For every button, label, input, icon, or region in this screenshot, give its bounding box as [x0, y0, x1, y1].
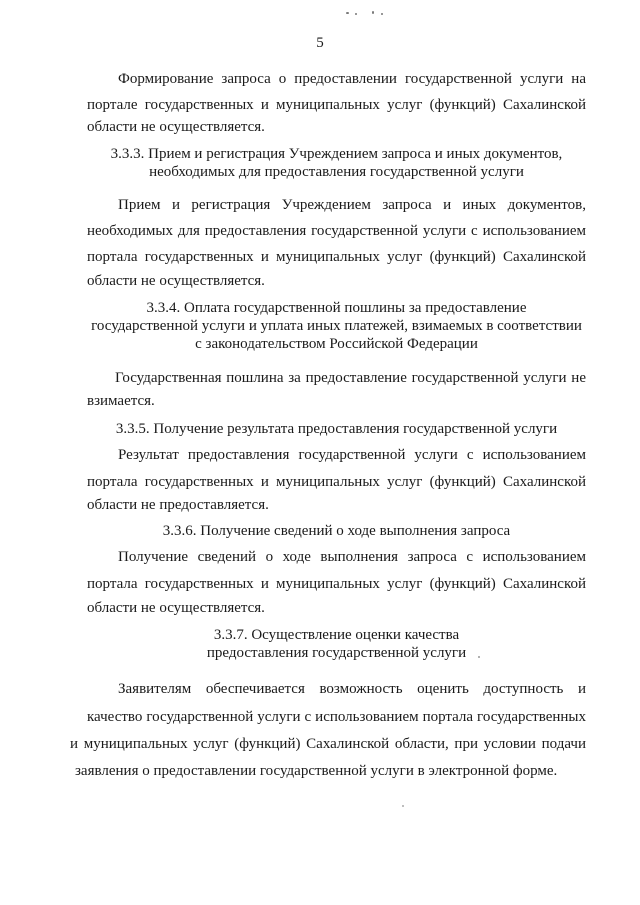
- paragraph-line: заявления о предоставлении государственной услуги в электронной форме.: [75, 763, 558, 779]
- paragraph-line: портала государственных и муниципальных услуг (функций) Сахалинской: [87, 576, 586, 592]
- paragraph-line: портале государственных и муниципальных услуг (функций) Сахалинской: [87, 97, 586, 113]
- page-number: 5: [316, 35, 324, 51]
- paragraph-line: Государственная пошлина за предоставление государственной услуги не: [115, 370, 586, 386]
- scan-speck: [478, 656, 480, 658]
- scan-speck: [355, 13, 357, 15]
- paragraph-line: Результат предоставления государственной услуги с использованием: [118, 447, 586, 463]
- paragraph-line: Прием и регистрация Учреждением запроса и иных документов,: [118, 197, 586, 213]
- paragraph-line: Формирование запроса о предоставлении государственной услуги на: [118, 71, 586, 87]
- section-heading-3-3-4: с законодательством Российской Федерации: [195, 336, 478, 352]
- paragraph-line: Получение сведений о ходе выполнения запроса с использованием: [118, 549, 586, 565]
- section-heading-3-3-5: 3.3.5. Получение результата предоставления государственной услуги: [115, 421, 558, 437]
- scan-speck: [372, 11, 374, 14]
- paragraph-line: портала государственных и муниципальных услуг (функций) Сахалинской: [87, 474, 586, 490]
- section-heading-3-3-7: предоставления государственной услуги: [206, 645, 467, 661]
- section-heading-3-3-3: необходимых для предоставления государственной услуги: [149, 164, 524, 180]
- section-heading-3-3-3: 3.3.3. Прием и регистрация Учреждением запроса и иных документов,: [110, 146, 563, 162]
- paragraph-line: и муниципальных услуг (функций) Сахалинской области, при условии подачи: [70, 736, 586, 752]
- paragraph-line: портала государственных и муниципальных услуг (функций) Сахалинской: [87, 249, 586, 265]
- paragraph-line: Заявителям обеспечивается возможность оценить доступность и: [118, 681, 586, 697]
- paragraph-line: области не осуществляется.: [87, 600, 265, 616]
- paragraph-line: взимается.: [87, 393, 155, 409]
- scan-speck: [346, 12, 349, 14]
- paragraph-line: области не предоставляется.: [87, 497, 269, 513]
- paragraph-line: качество государственной услуги с использованием портала государственных: [87, 709, 586, 725]
- section-heading-3-3-7: 3.3.7. Осуществление оценки качества: [213, 627, 460, 643]
- scan-speck: [381, 13, 383, 15]
- paragraph-line: необходимых для предоставления государственной услуги с использованием: [87, 223, 586, 239]
- section-heading-3-3-6: 3.3.6. Получение сведений о ходе выполнения запроса: [162, 523, 511, 539]
- section-heading-3-3-4: 3.3.4. Оплата государственной пошлины за предоставление: [146, 300, 527, 316]
- scan-speck: [402, 805, 404, 807]
- paragraph-line: области не осуществляется.: [87, 273, 265, 289]
- section-heading-3-3-4: государственной услуги и уплата иных платежей, взимаемых в соответствии: [91, 318, 582, 334]
- paragraph-line: области не осуществляется.: [87, 119, 265, 135]
